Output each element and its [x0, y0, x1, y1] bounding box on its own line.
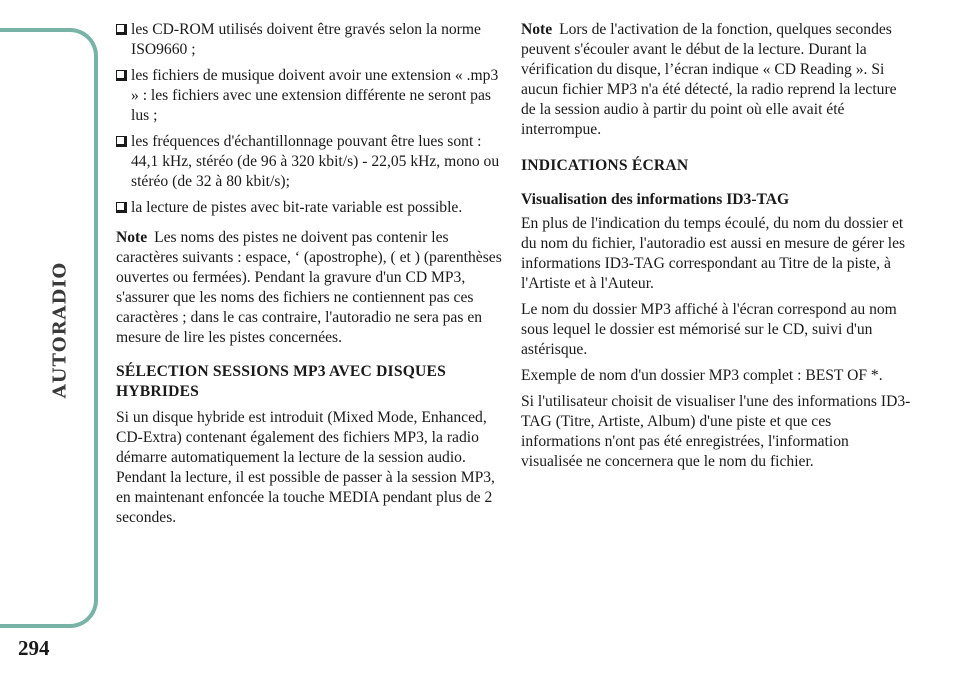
list-item-text: la lecture de pistes avec bit-rate variable est possible. [131, 199, 463, 216]
right-column [521, 20, 913, 478]
list-item [116, 66, 508, 126]
list-item [116, 20, 508, 60]
chapter-label: AUTORADIO [49, 261, 71, 399]
list-item-text: les fichiers de musique doivent avoir une extension « .mp3 » : les fichiers avec une extension différente ne seront pas lus ; [131, 67, 499, 124]
body-paragraph: Si l'utilisateur choisit de visualiser l'une des informations ID3-TAG (Titre, Artiste, Album) d'une piste et que ces informations n'ont pas été enregistrées, l'information visualisée ne concernera que le nom du fichier. [521, 393, 911, 470]
section-heading-screen-indications: INDICATIONS ÉCRAN [521, 157, 689, 174]
note-text: Lors de l'activation de la fonction, quelques secondes peuvent s'écouler avant le début de la lecture. Durant la vérification du disque, l’écran indique « CD Reading ». Si aucun fichier MP3 n'a été détecté, la radio reprend la lecture de la session audio à partir du point où elle avait été interrompue. [521, 21, 897, 138]
sub-heading-id3-tag: Visualisation des informations ID3-TAG [521, 191, 790, 208]
checkbox-bullet-icon [116, 70, 127, 81]
body-paragraph: En plus de l'indication du temps écoulé, du nom du dossier et du nom du fichier, l'autoradio est aussi en mesure de gérer les informations ID3-TAG correspondant au Titre de la piste, à l'Artiste et à l'Auteur. [521, 215, 906, 292]
list-item-text: les CD-ROM utilisés doivent être gravés selon la norme ISO9660 ; [131, 21, 481, 58]
body-paragraph: Exemple de nom d'un dossier MP3 complet : BEST OF *. [521, 367, 883, 384]
note-label: Note [116, 229, 148, 246]
checkbox-bullet-icon [116, 136, 127, 147]
page-number: 294 [18, 636, 50, 660]
list-item-text: les fréquences d'échantillonnage pouvant être lues sont : 44,1 kHz, stéréo (de 96 à 320 kbit/s) - 22,05 kHz, mono ou stéréo (de 32 à 80 kbit/s); [131, 133, 500, 190]
note-paragraph [116, 228, 508, 348]
checkbox-bullet-icon [116, 24, 127, 35]
section-paragraph: Si un disque hybride est introduit (Mixed Mode, Enhanced, CD-Extra) contenant également des fichiers MP3, la radio démarre automatiquement la lecture de la session audio. Pendant la lecture, il est possible de passer à la session MP3, en maintenant enfoncée la touche MEDIA pendant plus de 2 secondes. [116, 409, 495, 526]
note-text: Les noms des pistes ne doivent pas contenir les caractères suivants : espace, ‘ (apostrophe), ( et ) (parenthèses ouvertes ou fermées). Pendant la gravure d'un CD MP3, s'assurer que les noms des fichiers ne contiennent pas ces caractères ; dans le cas contraire, l'autoradio ne sera pas en mesure de lire les pistes concernées. [116, 229, 502, 346]
note-label: Note [521, 21, 553, 38]
note-paragraph [521, 20, 913, 140]
left-column [116, 20, 508, 534]
checkbox-bullet-icon [116, 202, 127, 213]
list-item [116, 132, 508, 192]
section-heading-mp3-sessions: SÉLECTION SESSIONS MP3 AVEC DISQUES HYBRIDES [116, 363, 446, 400]
list-item [116, 198, 508, 218]
body-paragraph: Le nom du dossier MP3 affiché à l'écran correspond au nom sous lequel le dossier est mémorisé sur le CD, suivi d'un astérisque. [521, 301, 897, 358]
